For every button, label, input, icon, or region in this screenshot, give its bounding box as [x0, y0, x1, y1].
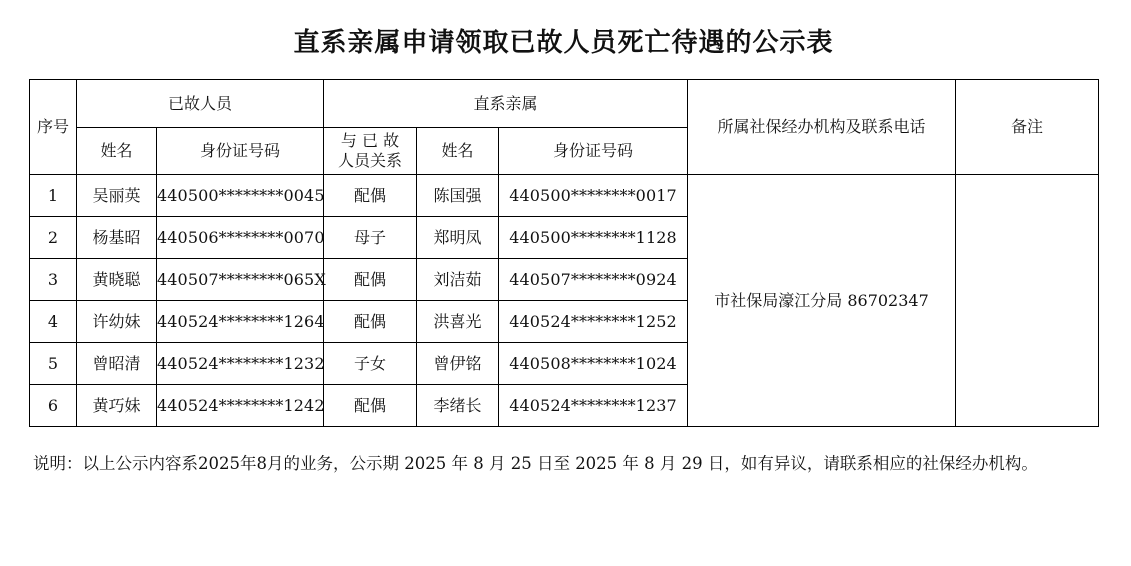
- relative-id: 440500********1128: [499, 217, 688, 259]
- table-row: [30, 175, 1099, 217]
- deceased-name: 杨基昭: [77, 217, 157, 259]
- relative-name: 李绪长: [417, 385, 499, 427]
- relative-name: 曾伊铭: [417, 343, 499, 385]
- header-relative-id: 身份证号码: [499, 128, 688, 175]
- relative-id: 440507********0924: [499, 259, 688, 301]
- row-seq: 3: [30, 259, 77, 301]
- relative-id: 440508********1024: [499, 343, 688, 385]
- agency-cell: 市社保局濠江分局 86702347: [688, 175, 956, 427]
- deceased-name: 许幼妹: [77, 301, 157, 343]
- deceased-name: 黄巧妹: [77, 385, 157, 427]
- relation: 母子: [324, 217, 417, 259]
- footnote: 说明：以上公示内容系2025年8月的业务，公示期 2025 年 8 月 25 日至 2025 年 8 月 29 日，如有异议，请联系相应的社保经办机构。: [33, 454, 1038, 473]
- deceased-id: 440506********0070: [157, 217, 324, 259]
- header-relation-line2: 人员关系: [338, 151, 403, 170]
- header-relative-name: 姓名: [417, 128, 499, 175]
- header-relative: 直系亲属: [324, 80, 688, 128]
- deceased-name: 吴丽英: [77, 175, 157, 217]
- row-seq: 6: [30, 385, 77, 427]
- relation: 配偶: [324, 385, 417, 427]
- page-title: 直系亲属申请领取已故人员死亡待遇的公示表: [293, 28, 834, 58]
- deceased-id: 440500********0045: [157, 175, 324, 217]
- header-relation-line1: 与 已 故: [340, 131, 400, 150]
- remark-cell: [956, 175, 1099, 427]
- row-seq: 2: [30, 217, 77, 259]
- relative-id: 440524********1237: [499, 385, 688, 427]
- header-deceased-name: 姓名: [77, 128, 157, 175]
- header-row-1: [30, 80, 1099, 128]
- relation: 子女: [324, 343, 417, 385]
- relative-name: 郑明凤: [417, 217, 499, 259]
- deceased-id: 440524********1264: [157, 301, 324, 343]
- deceased-id: 440524********1232: [157, 343, 324, 385]
- header-relation: [324, 128, 417, 175]
- deceased-id: 440524********1242: [157, 385, 324, 427]
- header-deceased: 已故人员: [77, 80, 324, 128]
- deceased-id: 440507********065X: [157, 259, 324, 301]
- header-deceased-id: 身份证号码: [157, 128, 324, 175]
- row-seq: 1: [30, 175, 77, 217]
- header-seq: 序号: [30, 80, 77, 175]
- relative-name: 刘洁茹: [417, 259, 499, 301]
- header-agency: 所属社保经办机构及联系电话: [688, 80, 956, 175]
- relative-name: 陈国强: [417, 175, 499, 217]
- relation: 配偶: [324, 175, 417, 217]
- relative-id: 440524********1252: [499, 301, 688, 343]
- header-remark: 备注: [956, 80, 1099, 175]
- deceased-name: 黄晓聪: [77, 259, 157, 301]
- relative-name: 洪喜光: [417, 301, 499, 343]
- deceased-name: 曾昭清: [77, 343, 157, 385]
- notice-table: [29, 79, 1099, 427]
- relation: 配偶: [324, 259, 417, 301]
- relation: 配偶: [324, 301, 417, 343]
- relative-id: 440500********0017: [499, 175, 688, 217]
- row-seq: 4: [30, 301, 77, 343]
- row-seq: 5: [30, 343, 77, 385]
